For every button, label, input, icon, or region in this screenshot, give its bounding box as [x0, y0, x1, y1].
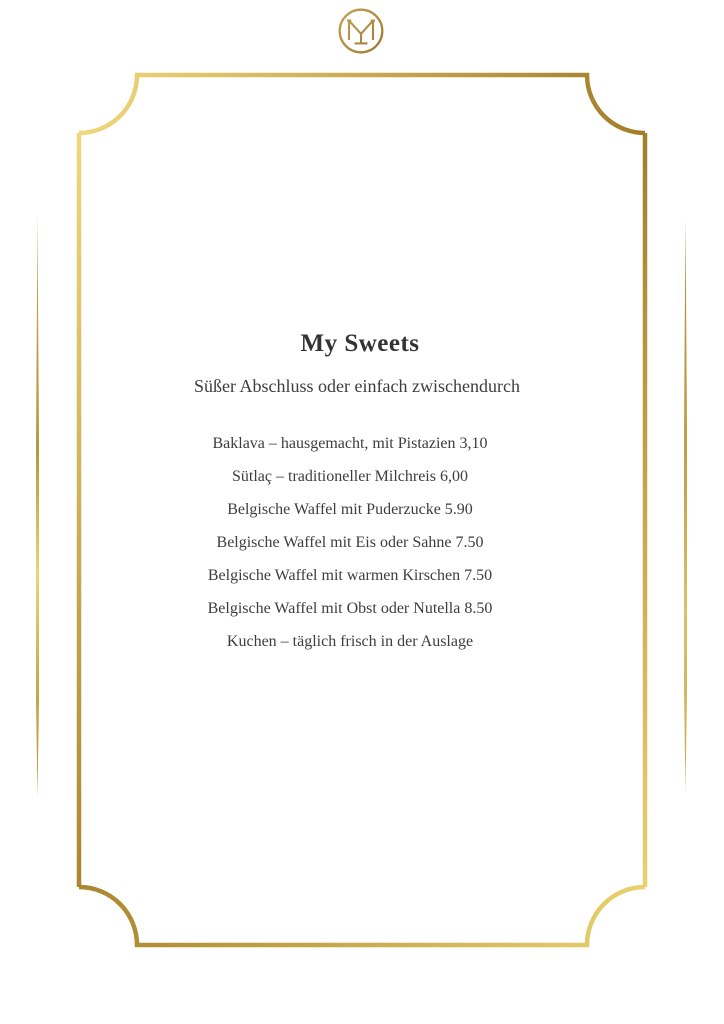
menu-item: Belgische Waffel mit Eis oder Sahne 7.50 [216, 534, 484, 551]
logo-circle [340, 10, 383, 53]
menu-subtitle: Süßer Abschluss oder einfach zwischendurch [194, 376, 520, 396]
menu-item: Belgische Waffel mit Obst oder Nutella 8.50 [207, 600, 493, 617]
menu-items-list [0, 427, 712, 658]
frame-top-edge [79, 75, 645, 133]
menu-item: Baklava – hausgemacht, mit Pistazien 3,10 [212, 435, 488, 452]
menu-title: My Sweets [300, 330, 420, 357]
monogram-strokes [340, 10, 383, 53]
menu-item: Kuchen – täglich frisch in der Auslage [226, 633, 474, 650]
brand-monogram-icon [338, 8, 384, 54]
frame-bottom-edge [79, 887, 645, 945]
menu-item: Belgische Waffel mit warmen Kirschen 7.50 [207, 567, 493, 584]
menu-item: Sütlaç – traditioneller Milchreis 6,00 [232, 468, 468, 485]
menu-item: Belgische Waffel mit Puderzucke 5.90 [227, 501, 473, 518]
